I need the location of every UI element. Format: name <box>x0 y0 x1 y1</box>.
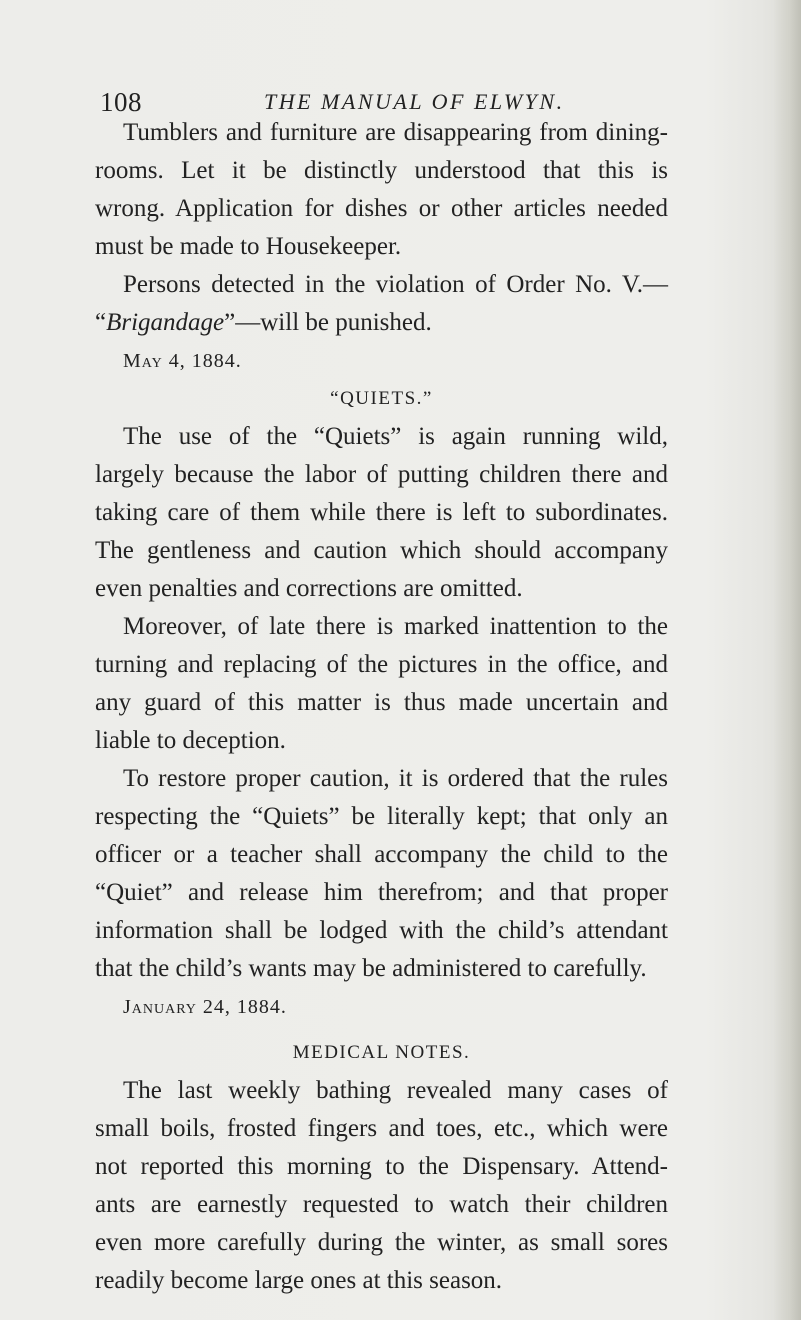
text-line: officer or a teacher shall accompany the child to the <box>95 841 668 868</box>
text-line: respecting the “Quiets” be literally kept; that only an <box>95 803 668 830</box>
text-line: Persons detected in the violation of Order No. V.— <box>123 271 668 298</box>
page-edge-shadow <box>773 0 801 1320</box>
text-line: must be made to Housekeeper. <box>95 233 402 260</box>
paragraph-quiets-use <box>95 418 668 608</box>
text-line: “Quiet” and release him therefrom; and that proper <box>95 879 668 906</box>
paragraph-brigandage <box>95 266 668 342</box>
paragraph-tumblers <box>95 114 668 266</box>
text-line: The last weekly bathing revealed many cases of <box>123 1077 668 1104</box>
text-line: To restore proper caution, it is ordered that the rules <box>123 765 668 792</box>
text-line: wrong. Application for dishes or other articles needed <box>95 195 668 222</box>
text-line: largely because the labor of putting children there and <box>95 461 668 488</box>
text-line: not reported this morning to the Dispensary. Attend- <box>95 1153 668 1180</box>
text-line: The use of the “Quiets” is again running wild, <box>123 423 668 450</box>
brigandage-rest: ”—will be punished. <box>224 309 432 336</box>
text-line: information shall be lodged with the child’s attendant <box>95 917 668 944</box>
body-text <box>95 114 668 1300</box>
text-line: that the child’s wants may be administered to carefully. <box>95 955 647 982</box>
text-line: rooms. Let it be distinctly understood that this is <box>95 157 668 184</box>
text-line: turning and replacing of the pictures in the office, and <box>95 651 668 678</box>
text-line-brigandage <box>95 304 668 342</box>
text-line: taking care of them while there is left to subordinates. <box>95 499 668 526</box>
text-line: even penalties and corrections are omitted. <box>95 575 523 602</box>
paragraph-restore-caution <box>95 760 668 988</box>
text-line: readily become large ones at this season. <box>95 1267 503 1294</box>
page-number: 108 <box>100 87 142 117</box>
text-line: liable to deception. <box>95 727 286 754</box>
text-line: Tumblers and furniture are disappearing from dining- <box>123 119 668 146</box>
running-head: THE MANUAL OF ELWYN. <box>264 89 565 114</box>
paragraph-inattention <box>95 608 668 760</box>
text-line: even more carefully during the winter, as small sores <box>95 1229 668 1256</box>
text-line: any guard of this matter is thus made uncertain and <box>95 689 668 716</box>
open-quote: “ <box>95 309 107 336</box>
text-line: The gentleness and caution which should accompany <box>95 537 668 564</box>
text-line: Moreover, of late there is marked inattention to the <box>123 613 668 640</box>
spacer <box>95 1026 668 1034</box>
paragraph-medical <box>95 1072 668 1300</box>
text-line: ants are earnestly requested to watch their children <box>95 1191 668 1218</box>
brigandage-italic: Brigandage <box>106 309 225 336</box>
section-heading-medical-notes: MEDICAL NOTES. <box>292 1042 471 1063</box>
text-line: small boils, frosted fingers and toes, etc., which were <box>95 1115 668 1142</box>
date-january-1884: January 24, 1884. <box>123 996 287 1018</box>
date-may-1884: May 4, 1884. <box>123 350 242 372</box>
section-heading-quiets: “QUIETS.” <box>330 388 433 409</box>
